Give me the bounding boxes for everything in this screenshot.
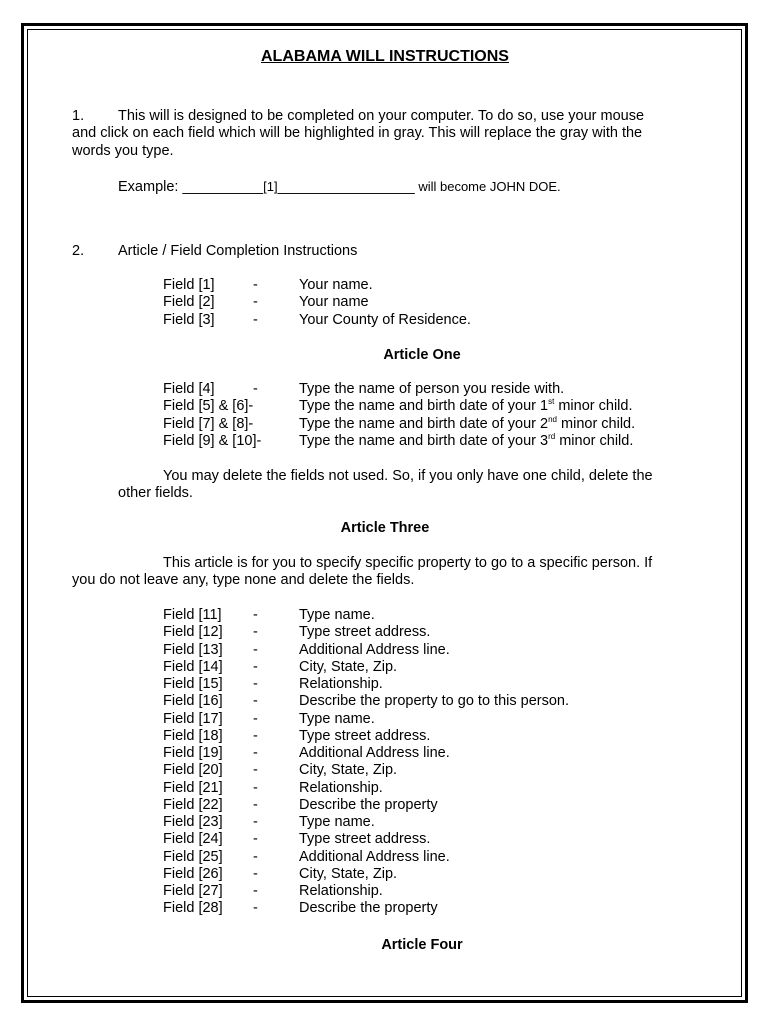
field-label: Field [5] & [6]- [163,398,254,414]
article-four-heading: Article Four [381,937,463,953]
example-result: will become JOHN DOE. [414,179,561,194]
field-dash: - [253,676,258,692]
field-label: Field [28] [163,900,223,917]
field-label: Field [27] [163,883,223,899]
field-label: Field [7] & [8]- [163,416,254,432]
field-description: Type the name of person you reside with. [299,381,565,397]
field-label: Field [21] [163,779,223,796]
field-dash: - [253,312,258,328]
field-label: Field [22] [163,796,223,813]
example-line [118,178,561,196]
section-1-number: 1. [72,108,85,124]
field-label: Field [17] [163,710,223,727]
field-label: Field [12] [163,624,223,641]
article-one-heading: Article One [383,347,461,363]
field-label: Field [15] [163,676,223,692]
field-description: Describe the property [299,796,438,813]
field-dash: - [253,865,258,882]
field-description: Your County of Residence. [299,312,471,328]
section-1-line3: words you type. [72,143,174,159]
field-label: Field [11] [163,607,222,623]
field-description: Relationship. [299,779,383,796]
field-dash: - [253,277,258,293]
field-description: Your name. [299,277,373,293]
field-description: Additional Address line. [299,641,450,658]
field-dash: - [253,848,258,865]
field-description: Type name. [299,607,375,623]
field-label: Field [23] [163,814,223,830]
field-description: Additional Address line. [299,745,450,761]
field-description: Relationship. [299,676,383,692]
field-dash: - [253,693,258,710]
field-description: Type the name and birth date of your 1st minor child. [299,397,633,414]
field-label: Field [1] [163,277,215,293]
example-blank-left: __________ [182,179,264,195]
field-label: Field [16] [163,693,223,710]
field-description: Type name. [299,814,375,830]
article-three-intro-line2: you do not leave any, type none and delete the fields. [72,572,415,588]
field-dash: - [253,796,258,813]
field-description: Type street address. [299,727,431,744]
field-label: Field [14] [163,658,223,675]
field-dash: - [253,900,258,917]
section-1-line2: and click on each field which will be highlighted in gray. This will replace the gray with the [72,125,643,141]
section-2-number: 2. [72,243,85,259]
document-title: ALABAMA WILL INSTRUCTIONS [261,48,509,65]
field-dash: - [253,831,258,848]
article-three-intro-line1: This article is for you to specify specific property to go to a specific person. If [163,555,653,571]
field-description: Additional Address line. [299,848,450,865]
field-description: City, State, Zip. [299,762,398,779]
field-label: Field [2] [163,294,215,310]
field-dash: - [253,883,258,899]
field-description: Relationship. [299,883,383,899]
example-blank-right: _________________ [277,179,415,195]
field-dash: - [253,641,258,658]
field-description: Type street address. [299,624,431,641]
field-label: Field [18] [163,727,223,744]
field-dash: - [253,658,258,675]
field-description: Describe the property to go to this person. [299,693,570,710]
field-dash: - [253,762,258,779]
field-description: Describe the property [299,900,438,917]
section-2-heading: Article / Field Completion Instructions [118,243,358,259]
field-dash: - [253,624,258,641]
section-1-line1: This will is designed to be completed on your computer. To do so, use your mouse [118,108,645,124]
field-label: Field [9] & [10]- [163,433,262,449]
field-dash: - [253,607,258,623]
field-dash: - [253,294,258,310]
field-description: Your name [299,294,369,310]
field-label: Field [19] [163,745,223,761]
field-dash: - [253,779,258,796]
field-label: Field [4] [163,381,215,397]
example-field: [1] [263,179,278,194]
field-label: Field [3] [163,312,215,328]
field-dash: - [253,745,258,761]
field-dash: - [253,710,258,727]
field-label: Field [25] [163,848,223,865]
field-label: Field [26] [163,865,223,882]
field-dash: - [253,381,258,397]
field-label: Field [24] [163,831,223,848]
field-description: Type the name and birth date of your 2nd minor child. [299,415,636,432]
field-description: Type name. [299,710,375,727]
field-description: City, State, Zip. [299,865,398,882]
article-one-note-line1: You may delete the fields not used. So, if you only have one child, delete the [163,468,653,484]
field-label: Field [13] [163,641,223,658]
field-description: City, State, Zip. [299,658,398,675]
field-dash: - [253,727,258,744]
article-one-note-line2: other fields. [118,485,193,501]
example-label: Example: [118,179,183,195]
field-label: Field [20] [163,762,223,779]
field-dash: - [253,814,258,830]
field-description: Type the name and birth date of your 3rd minor child. [299,432,634,449]
article-three-heading: Article Three [340,520,430,536]
field-description: Type street address. [299,831,431,848]
